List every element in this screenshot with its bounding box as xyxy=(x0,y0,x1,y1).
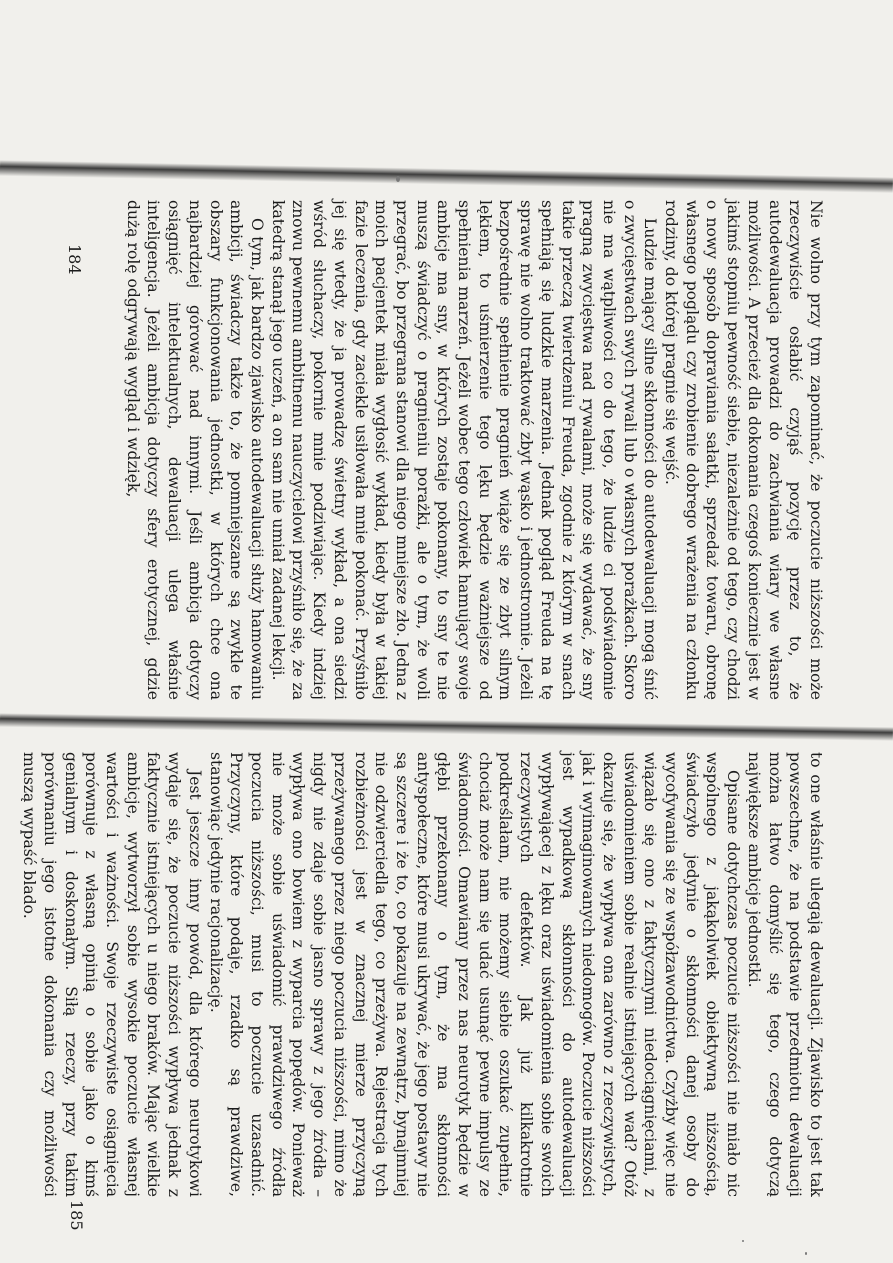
scan-fold-shadow xyxy=(0,160,893,193)
page-184-text xyxy=(122,200,826,700)
page-number: 185 xyxy=(67,1200,86,1231)
scan-speck xyxy=(742,1240,744,1242)
scan-speck xyxy=(396,176,400,182)
paragraph: to one właśnie ulegają dewaluacji. Zjawisko to jest tak powszechne, że na podstawie przedmiotu dewaluacji można łatwo domyślić się tego, czego dotyczą największe ambicje jednostki. xyxy=(744,752,825,1197)
paragraph: Jest jeszcze inny powód, dla którego neurotykowi wydaje się, że poczucie niższości wypływa jednak z faktycznie istniejących u niego braków. Mając wielkie ambicje, wytworzył sobie wysokie poczucie własnej wartości i ważności. Swoje rzeczywiste osiągnięcia porównuje z własną opinią o sobie jako o kimś genialnym i doskonałym. Siłą rzeczy, przy takim porównaniu jego istotne dokonania czy możliwości muszą wypaść blado. xyxy=(20,752,204,1197)
page-gutter-shadow xyxy=(0,713,893,741)
page-185-text xyxy=(19,752,826,1197)
page-number: 184 xyxy=(65,244,84,275)
paragraph: Nie wolno przy tym zapominać, że poczucie niższości może rzeczywiście osłabić czyjąś pozycję przez to, że autodewaluacja prowadzi do zachwiania wiary we własne możliwości. A przecież dla dokonania czegoś koniecznie jest w jakimś stopniu pewność siebie, niezależnie od tego, czy chodzi o nowy sposób dopraviania sałatki, sprzedaż towaru, obronę własnego poglądu czy zrobienie dobrego wrażenia na członku rodziny, do której pragnie się wejść. xyxy=(662,200,825,700)
scan-speck xyxy=(805,1252,807,1255)
paragraph: O tym, jak bardzo zjawisko autodewaluacji służy hamowaniu ambicji, świadczy także to, że pomniejszane są zwykle te obszary funkcjonowania jednostki, w których chce ona najbardziej górować nad innymi. Jeśli ambicja dotyczy osiągnięć intelektualnych, dewaluacji ulega właśnie inteligencja. Jeżeli ambicja dotyczy sfery erotycznej, gdzie dużą rolę odgrywają wygląd i wdzięk, xyxy=(123,200,267,700)
paragraph: Ludzie mający silne skłonności do autodewaluacji mogą śnić o zwycięstwach swych rywali lub o własnych porażkach. Skoro nie ma wątpliwości co do tego, że ludzie ci podświadomie pragną zwycięstwa nad rywalami, może się wydawać, że sny takie przeczą twierdzeniu Freuda, zgodnie z którym w snach spełniają się ludzkie marzenia. Jednak pogląd Freuda na tę sprawę nie wolno traktować zbyt wąsko i jednostronnie. Jeżeli bezpośrednie spełnienie pragnień wiąże się ze zbyt silnym lękiem, to uśmierzenie tego lęku będzie ważniejsze od spełnienia marzeń. Jeżeli wobec tego człowiek hamujący swoje ambicje ma sny, w których zostaje pokonany, to sny te nie muszą świadczyć o pragnieniu porażki, ale o tym, że woli przegrać, bo przegrana stanowi dla niego mniejsze zło. Jedna z moich pacjentek miała wygłosić wykład, kiedy była w takiej fazie leczenia, gdy zaciekle usiłowała mnie pokonać. Przyśniło jej się wtedy, że ja prowadzę świetny wykład, a ona siedzi wśród słuchaczy, pokornie mnie podziwiając. Kiedy indziej znowu pewnemu ambitnemu nauczycielowi przyśniło się, że za katedrą stanął jego uczeń, a on sam nie umiał zadanej lekcji. xyxy=(268,200,660,700)
paragraph: Opisane dotychczas poczucie niższości nie miało nic wspólnego z jakąkolwiek obiektywną niższością, świadczyło jedynie o skłonności danej osoby do wycofywania się ze współzawodnictwa. Czyżby więc nie wiązało się ono z faktycznymi niedociągnięciami, z uświadomieniem sobie realnie istniejących wad? Otóż okazuje się, że wypływa ona zarówno z rzeczywistych, jak i wyimaginowanych niedomogów. Poczucie niższości jest wypadkową skłonności do autodewaluacji wypływającej z lęku oraz uświadomienia sobie swoich rzeczywistych defektów. Jak już kilkakrotnie podkreślałam, nie możemy siebie oszukać zupełnie, chociaż może nam się udać usunąć pewne impulsy ze świadomości. Omawiany przez nas neurotyk będzie w głębi przekonany o tym, że ma skłonności antyspołeczne, które musi ukrywać, że jego postawy nie są szczere i że to, co pokazuje na zewnątrz, bynajmniej nie odzwierciedla tego, co przeżywa. Rejestracja tych rozbieżności jest w znacznej mierze przyczyną przeżywanego przez niego poczucia niższości, mimo że nigdy nie zdaje sobie jasno sprawy z jego źródła – wypływa ono bowiem z wyparcia popędów. Ponieważ nie może sobie uświadomić prawdziwego źródła poczucia niższości, musi to poczucie uzasadnić. Przyczyny, które podaje, rzadko są prawdziwe, stanowiąc jedynie racjonalizację. xyxy=(206,752,743,1197)
